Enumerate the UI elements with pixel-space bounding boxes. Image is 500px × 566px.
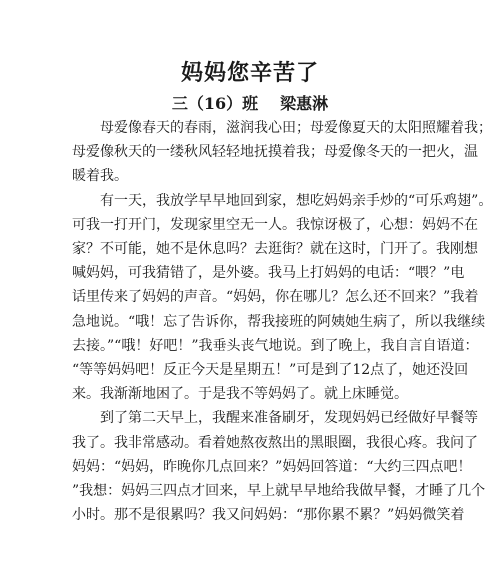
author-byline (0, 92, 500, 116)
text-line: 到了第二天早上，我醒来准备刷牙，发现妈妈已经做好早餐等 (100, 410, 478, 427)
text-line: 我了。我非常感动。看着她熬夜熬出的黑眼圈，我很心疼。我问了 (72, 434, 478, 451)
essay-body (72, 116, 493, 527)
class-name: 三（16）班 (171, 94, 259, 113)
text-line: 母爱像秋天的一缕秋风轻轻地抚摸着我；母爱像冬天的一把火，温 (72, 144, 478, 161)
paragraph-1 (72, 116, 492, 189)
paragraph-3 (72, 406, 486, 527)
text-line: 有一天，我放学早早地回到家，想吃妈妈亲手炒的“可乐鸡翅”。 (100, 192, 493, 209)
paragraph-2 (72, 189, 493, 407)
document-title: 妈妈您辛苦了 (180, 60, 319, 86)
text-line: 暖着我。 (72, 168, 128, 185)
text-line: 去接。”“哦！好吧！”我垂头丧气地说。到了晚上，我自言自语道： (72, 337, 479, 354)
text-line: 小时。那不是很累吗？我又问妈妈：“那你累不累？”妈妈微笑着 (72, 507, 465, 524)
text-line: 话里传来了妈妈的声音。“妈妈，你在哪儿？怎么还不回来？”我着 (72, 289, 479, 306)
text-line: 喊妈妈，可我猜错了，是外婆。我马上打妈妈的电话：“喂？”电 (72, 265, 465, 282)
author-name: 梁惠淋 (280, 94, 329, 113)
text-line: ”我想：妈妈三四点才回来，早上就早早地给我做早餐，才睡了几个 (72, 483, 486, 500)
text-line: 急地说。“哦！忘了告诉你，帮我接班的阿姨她生病了，所以我继续 (72, 313, 486, 330)
text-line: 来。我渐渐地困了。于是我不等妈妈了。就上床睡觉。 (72, 386, 408, 403)
text-line: “等等妈妈吧！反正今天是星期五！”可是到了12点了，她还没回 (72, 362, 469, 379)
text-line: 可我一打开门，发现家里空无一人。我惊讶极了，心想：妈妈不在 (72, 216, 478, 233)
text-line: 妈妈：“妈妈，昨晚你几点回来？”妈妈回答道：“大约三四点吧！ (72, 458, 472, 475)
text-line: 母爱像春天的春雨，滋润我心田；母爱像夏天的太阳照耀着我； (100, 120, 492, 136)
text-line: 家？不可能，她不是休息吗？去逛街？就在这时，门开了。我刚想 (72, 241, 478, 258)
